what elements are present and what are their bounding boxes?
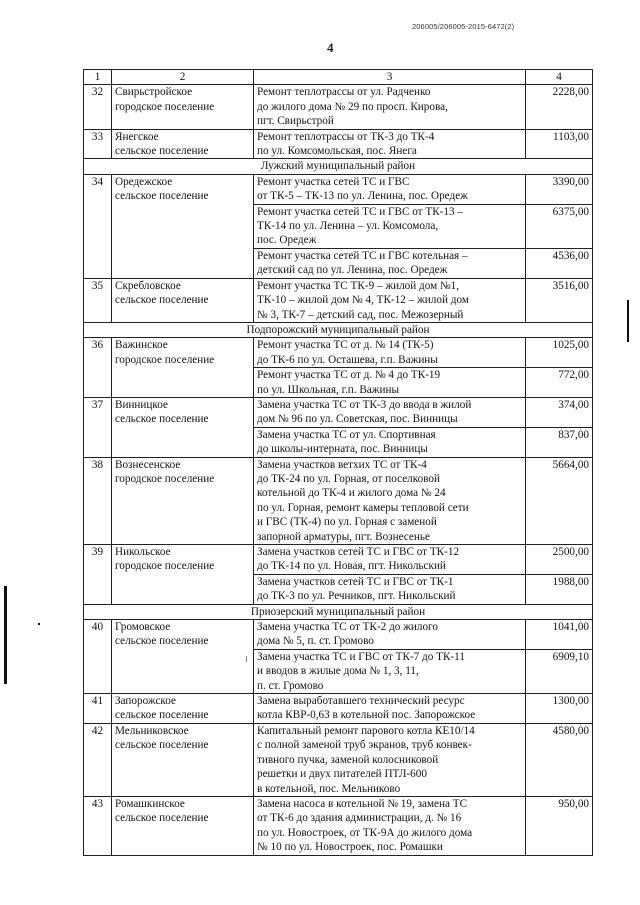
settlement-name — [112, 85, 254, 129]
settlement-name-line: сельское поселение — [115, 294, 209, 307]
settlement-name — [112, 723, 254, 796]
work-description-line: Замена участков сетей ТС и ГВС от ТК-1 — [257, 575, 454, 588]
work-description — [254, 574, 526, 604]
settlement-name-line: Оредежское — [115, 175, 173, 188]
settlement-name-line: Янегское — [115, 130, 159, 143]
work-description-line: и ГВС (ТК-4) по ул. Горная с заменой — [257, 516, 437, 529]
work-description-line: до ТК-3 по ул. Речников, пгт. Никольский — [257, 590, 456, 603]
settlement-name-line: Вознесенское — [115, 458, 181, 471]
settlement-name — [112, 129, 254, 159]
settlement-name-line: Важинское — [115, 339, 168, 352]
region-row — [84, 322, 593, 337]
work-description-line: Ремонт участка ТС ТК-9 – жилой дом №1, — [257, 279, 460, 292]
work-description-line: запорной арматуры, пгт. Вознесенье — [257, 530, 430, 543]
work-description-line: № 3, ТК-7 – детский сад, пос. Межозерный — [257, 308, 464, 321]
work-description-line: тивного пучка, заменой колосниковой — [257, 753, 439, 766]
work-description-line: Ремонт теплотрассы от ТК-3 до ТК-4 — [257, 130, 435, 143]
row-number: 35 — [84, 278, 112, 322]
scan-margin-dot — [246, 656, 247, 662]
work-description-line: Капитальный ремонт парового котла КЕ10/14 — [257, 724, 475, 737]
work-description-line: Замена участка ТС от ТК-2 до жилого — [257, 621, 438, 634]
row-number: 38 — [84, 457, 112, 544]
settlement-name-line: Мельниковское — [115, 724, 189, 737]
settlement-name-line: Запорожское — [115, 695, 176, 708]
work-description — [254, 457, 526, 544]
scan-margin-dot — [38, 623, 40, 625]
region-row — [84, 159, 593, 174]
work-amount: 1041,00 — [526, 620, 593, 650]
work-description-line: Ремонт участка ТС от д. № 4 до ТК-19 — [257, 369, 441, 382]
work-amount: 837,00 — [526, 427, 593, 457]
work-amount: 1988,00 — [526, 574, 593, 604]
table-row — [84, 457, 593, 544]
table-row — [84, 397, 593, 427]
page-number: 4 — [327, 40, 334, 55]
work-description-line: детский сад по ул. Ленина, пос. Оредеж — [257, 264, 448, 277]
scan-margin-mark — [4, 586, 7, 684]
table-row — [84, 278, 593, 322]
work-description-line: Замена выработавшего технический ресурс — [257, 695, 465, 708]
work-description — [254, 204, 526, 248]
settlement-name — [112, 174, 254, 278]
work-description-line: Ремонт участка сетей ТС и ГВС от ТК-13 – — [257, 205, 463, 218]
work-description-line: и вводов в жилые дома № 1, 3, 11, — [257, 665, 419, 678]
table-row — [84, 174, 593, 204]
table-header-row — [84, 70, 593, 85]
work-description-line: по ул. Горная, ремонт камеры тепловой сети — [257, 501, 469, 514]
work-description-line: по ул. Комсомольская, пос. Янега — [257, 145, 417, 158]
work-description-line: до ТК-14 по ул. Новая, пгт. Никольский — [257, 560, 446, 573]
settlement-name-line: городское поселение — [115, 353, 215, 366]
work-description-line: по ул. Школьная, г.п. Важины — [257, 383, 399, 396]
settlement-name-line: сельское поселение — [115, 812, 209, 825]
work-description-line: Замена участков ветхих ТС от ТК-4 — [257, 458, 427, 471]
work-description — [254, 368, 526, 398]
work-amount: 3516,00 — [526, 278, 593, 322]
settlement-name-line: городское поселение — [115, 100, 215, 113]
work-description — [254, 796, 526, 855]
row-number: 33 — [84, 129, 112, 159]
settlement-name-line: Ромашкинское — [115, 797, 185, 810]
settlement-name-line: сельское поселение — [115, 709, 209, 722]
work-amount: 772,00 — [526, 368, 593, 398]
work-description-line: до жилого дома № 29 по просп. Кирова, — [257, 100, 448, 113]
work-description-line: котельной до ТК-4 и жилого дома № 24 — [257, 487, 446, 500]
work-description — [254, 620, 526, 650]
settlement-name-line: сельское поселение — [115, 413, 209, 426]
row-number: 40 — [84, 620, 112, 694]
work-description-line: котла КВР-0,63 в котельной пос. Запорожское — [257, 709, 476, 722]
work-description — [254, 85, 526, 129]
row-number: 43 — [84, 796, 112, 855]
header-col-3: 3 — [254, 70, 526, 85]
work-description-line: Ремонт участка сетей ТС и ГВС котельная – — [257, 249, 468, 262]
work-description-line: ТК-10 – жилой дом № 4, ТК-12 – жилой дом — [257, 294, 469, 307]
settlement-name — [112, 397, 254, 457]
work-description-line: до ТК-24 по ул. Горная, от поселковой — [257, 472, 440, 485]
work-description-line: в котельной, пос. Мельниково — [257, 782, 401, 795]
work-description-line: дома № 5, п. ст. Громово — [257, 635, 374, 648]
work-description — [254, 129, 526, 159]
work-description — [254, 248, 526, 278]
table-row — [84, 545, 593, 575]
settlement-name-line: городское поселение — [115, 472, 215, 485]
work-description-line: № 10 по ул. Новостроек, пос. Ромашки — [257, 841, 443, 854]
settlement-name — [112, 278, 254, 322]
work-amount: 374,00 — [526, 397, 593, 427]
work-description — [254, 397, 526, 427]
settlement-name-line: городское поселение — [115, 560, 215, 573]
work-description — [254, 427, 526, 457]
settlement-name — [112, 457, 254, 544]
work-description — [254, 649, 526, 693]
table-row — [84, 620, 593, 650]
region-label: Подпорожский муниципальный район — [84, 322, 593, 337]
work-description-line: ТК-14 по ул. Ленина – ул. Комсомола, — [257, 220, 439, 233]
table-row — [84, 129, 593, 159]
work-amount: 1300,00 — [526, 694, 593, 724]
work-description — [254, 338, 526, 368]
work-description-line: по ул. Новостроек, от ТК-9А до жилого дома — [257, 826, 473, 839]
work-description-line: пгт. Свирьстрой — [257, 115, 334, 128]
header-col-2: 2 — [112, 70, 254, 85]
header-col-1: 1 — [84, 70, 112, 85]
settlement-name — [112, 796, 254, 855]
work-amount: 5664,00 — [526, 457, 593, 544]
work-description — [254, 278, 526, 322]
scan-margin-mark — [627, 300, 629, 342]
work-description-line: Замена насоса в котельной № 19, замена ТС — [257, 797, 468, 810]
document-code: 206005/206005-2015-6472(2) — [412, 22, 515, 31]
row-number: 37 — [84, 397, 112, 457]
table-row — [84, 723, 593, 796]
settlement-name — [112, 545, 254, 605]
settlement-name-line: Никольское — [115, 546, 171, 558]
work-description-line: п. ст. Громово — [257, 679, 324, 692]
work-description-line: Ремонт участка сетей ТС и ГВС — [257, 175, 410, 188]
work-description-line: пос. Оредеж — [257, 234, 317, 247]
region-row — [84, 604, 593, 619]
work-description-line: с полной заменой труб экранов, труб конвек- — [257, 739, 472, 752]
work-description — [254, 723, 526, 796]
settlement-name-line: Скребловское — [115, 279, 181, 292]
work-description — [254, 174, 526, 204]
work-description-line: Замена участка ТС от ул. Спортивная — [257, 428, 436, 441]
work-amount: 6375,00 — [526, 204, 593, 248]
work-description-line: Ремонт теплотрассы от ул. Радченко — [257, 86, 431, 99]
work-amount: 2500,00 — [526, 545, 593, 575]
work-amount: 1025,00 — [526, 338, 593, 368]
work-amount: 3390,00 — [526, 174, 593, 204]
work-amount: 6909,10 — [526, 649, 593, 693]
work-description-line: решетки и двух питателей ПТЛ-600 — [257, 768, 427, 781]
settlement-name-line: сельское поселение — [115, 739, 209, 752]
row-number: 32 — [84, 85, 112, 129]
table-row — [84, 338, 593, 368]
settlement-name-line: сельское поселение — [115, 635, 209, 648]
settlement-name-line: сельское поселение — [115, 190, 209, 203]
row-number: 41 — [84, 694, 112, 724]
work-description-line: Ремонт участка ТС от д. № 14 (ТК-5) — [257, 339, 434, 352]
row-number: 36 — [84, 338, 112, 398]
table-row — [84, 85, 593, 129]
work-description-line: дом № 96 по ул. Советская, пос. Винницы — [257, 413, 458, 426]
settlement-name — [112, 338, 254, 398]
settlement-name — [112, 620, 254, 694]
work-description-line: до школы-интерната, пос. Винницы — [257, 443, 428, 456]
work-description-line: от ТК-5 – ТК-13 по ул. Ленина, пос. Оредеж — [257, 190, 468, 203]
row-number: 42 — [84, 723, 112, 796]
work-amount: 2228,00 — [526, 85, 593, 129]
work-description-line: до ТК-6 по ул. Осташева, г.п. Важины — [257, 353, 438, 366]
settlement-name-line: Громовское — [115, 621, 171, 634]
work-description — [254, 694, 526, 724]
settlement-name-line: Винницкое — [115, 398, 168, 411]
work-amount: 950,00 — [526, 796, 593, 855]
table-row — [84, 694, 593, 724]
settlement-name-line: Свирьстройское — [115, 86, 193, 99]
work-amount: 1103,00 — [526, 129, 593, 159]
settlement-name — [112, 694, 254, 724]
work-description-line: Замена участков сетей ТС и ГВС от ТК-12 — [257, 546, 460, 558]
header-col-4: 4 — [526, 70, 593, 85]
work-description-line: от ТК-6 до здания администрации, д. № 16 — [257, 812, 462, 825]
works-table-body — [84, 70, 593, 856]
work-amount: 4580,00 — [526, 723, 593, 796]
works-table — [83, 69, 593, 856]
row-number: 39 — [84, 545, 112, 605]
settlement-name-line: сельское поселение — [115, 145, 209, 158]
work-amount: 4536,00 — [526, 248, 593, 278]
table-row — [84, 796, 593, 855]
work-description — [254, 545, 526, 575]
work-description-line: Замена участка ТС от ТК-3 до ввода в жилой — [257, 398, 472, 411]
row-number: 34 — [84, 174, 112, 278]
region-label: Лужский муниципальный район — [84, 159, 593, 174]
region-label: Приозерский муниципальный район — [84, 604, 593, 619]
work-description-line: Замена участка ТС и ГВС от ТК-7 до ТК-11 — [257, 650, 465, 663]
